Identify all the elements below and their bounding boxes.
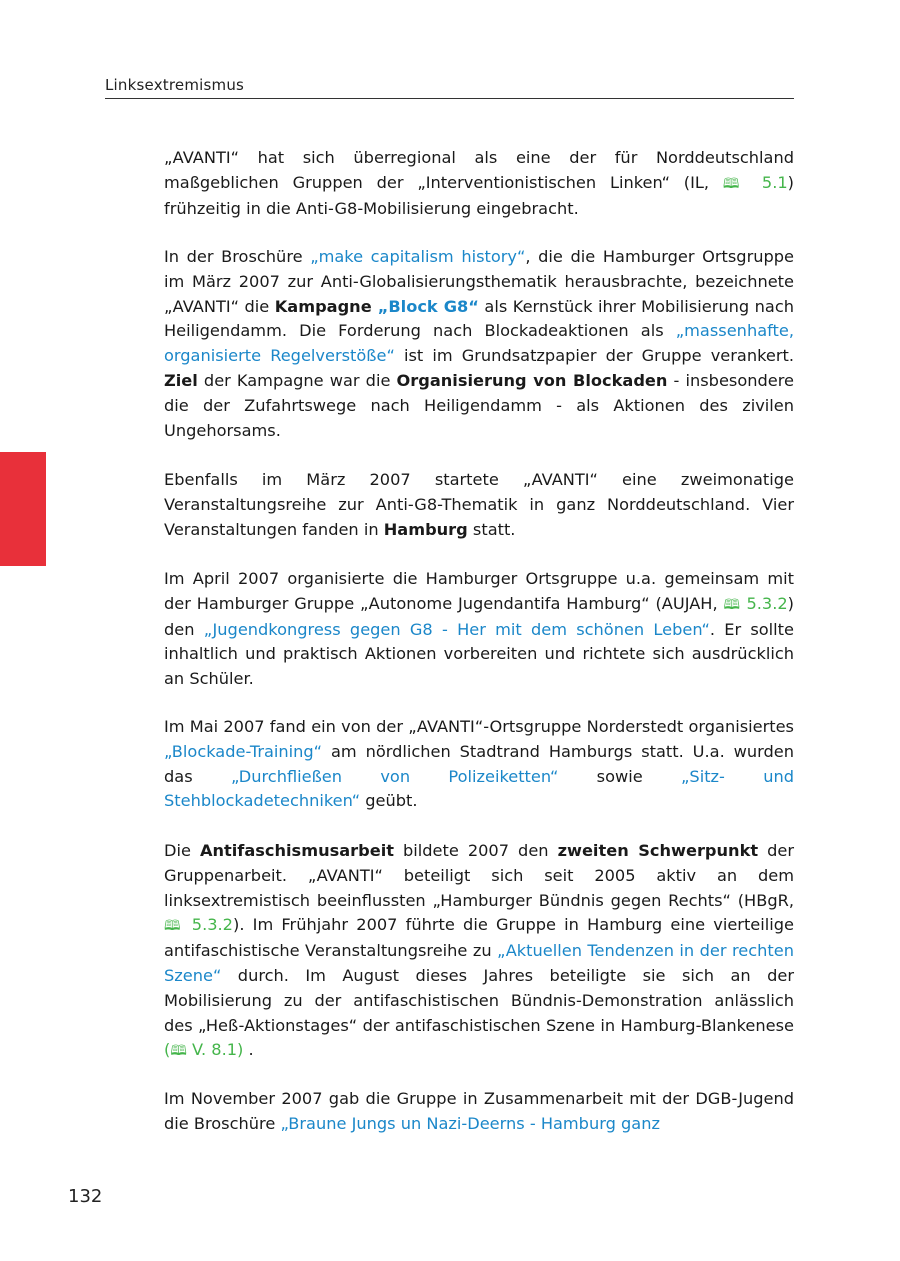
- inline-link-bold[interactable]: „Block G8“: [377, 296, 479, 316]
- text-run: der Gruppenarbeit. „AVANTI“ beteiligt sich seit 2005 aktiv an dem linksextremistisch beeinflussten „Hamburger Bündnis gegen Rechts“ (HBgR,: [164, 841, 794, 910]
- paragraph: [164, 146, 794, 221]
- text-run: ) den: [164, 593, 794, 639]
- bold-text: Organisierung von Blockaden: [396, 370, 668, 390]
- inline-link[interactable]: „Aktuellen Tendenzen in der rechten Szene“: [164, 941, 794, 985]
- text-run: am nördlichen Stadtrand Hamburgs statt. U.a. wurden das: [164, 741, 794, 786]
- text-run: In der Broschüre: [164, 247, 311, 266]
- text-run: ) frühzeitig in die Anti-G8-Mobilisierung eingebracht.: [164, 172, 794, 218]
- bold-text: Antifaschismusarbeit: [199, 841, 394, 860]
- cross-reference[interactable]: [723, 594, 787, 613]
- text-run: durch. Im August dieses Jahres beteiligte sie sich an der Mobilisierung zu der antifaschistischen Bündnis-Demonstration anlässlich des „Heß-Aktionstages“ der antifaschistischen Szene in Hamburg-Blankenese: [164, 965, 794, 1035]
- text-run: . Er sollte inhaltlich und praktisch Aktionen vorbereiten und richtete sich ausdrücklich an Schüler.: [164, 619, 794, 689]
- text-run: „AVANTI“ hat sich überregional als eine der für Norddeutschland maßgeblichen Gruppen der „Interventionistischen Linken“ (IL,: [164, 148, 794, 192]
- bold-text: Hamburg: [383, 519, 468, 539]
- inline-link[interactable]: „Sitz- und Stehblockadetechniken“: [164, 766, 794, 811]
- cross-reference-label: 5.3.2: [191, 915, 233, 935]
- paragraph: [164, 1087, 794, 1137]
- text-run: Im April 2007 organisierte die Hamburger Ortsgruppe u.a. gemeinsam mit der Hamburger Gruppe „Autonome Jugendantifa Hamburg“ (AUJAH,: [164, 569, 794, 613]
- open-book-icon: 🕮: [723, 596, 741, 613]
- inline-link[interactable]: „Durchfließen von Polizeiketten“: [230, 766, 559, 786]
- text-run: bildete 2007 den: [393, 841, 558, 860]
- text-run: sowie: [558, 766, 682, 786]
- running-head: Linksextremismus: [105, 76, 245, 94]
- text-run: als Kernstück ihrer Mobilisierung nach Heiligendamm. Die Forderung nach Blockadeaktionen als: [164, 296, 794, 341]
- inline-link[interactable]: „Blockade-Training“: [164, 741, 323, 761]
- text-run: geübt.: [360, 791, 418, 811]
- open-book-icon: 🕮: [164, 918, 184, 935]
- cross-reference-label: 5.1: [761, 172, 788, 192]
- inline-link[interactable]: „make capitalism history“: [310, 247, 526, 266]
- paragraph-text: [164, 1087, 794, 1137]
- paragraph-text: [164, 567, 794, 692]
- inline-link[interactable]: „Braune Jungs un Nazi-Deerns - Hamburg ganz: [280, 1113, 660, 1133]
- cross-reference[interactable]: [723, 173, 788, 192]
- bold-text: Ziel: [164, 370, 198, 390]
- inline-link[interactable]: „massenhafte, organisierte Regelverstöße“: [164, 321, 794, 366]
- text-run: Ebenfalls im März 2007 startete „AVANTI“ eine zweimonatige Veranstaltungsreihe zur Anti-G8-Thematik in ganz Norddeutschland. Vier Veranstaltungen fanden in: [164, 470, 794, 539]
- paragraph: [164, 839, 794, 1064]
- bold-text: Kampagne: [274, 296, 378, 316]
- paragraph: [164, 468, 794, 542]
- paragraph-text: [164, 715, 794, 814]
- text-run: , die die Hamburger Ortsgruppe im März 2007 zur Anti-Globalisierungsthematik herausbrachte, bezeichnete „AVANTI“ die: [164, 247, 794, 316]
- page-number: 132: [68, 1186, 103, 1207]
- header-rule: [105, 98, 794, 99]
- text-run: Die: [164, 841, 200, 860]
- cross-reference[interactable]: (🕮 V. 8.1): [164, 1040, 244, 1060]
- paragraph-text: [164, 468, 794, 542]
- cross-reference[interactable]: [164, 915, 233, 934]
- paragraph: [164, 715, 794, 814]
- text-run: statt.: [467, 519, 516, 539]
- paragraph: [164, 567, 794, 692]
- text-run: ). Im Frühjahr 2007 führte die Gruppe in Hamburg eine vierteilige antifaschistische Veranstaltungsreihe zu: [164, 915, 794, 961]
- text-run: .: [243, 1040, 254, 1060]
- open-book-icon: 🕮: [722, 175, 749, 192]
- text-run: Im November 2007 gab die Gruppe in Zusammenarbeit mit der DGB-Jugend die Broschüre: [164, 1089, 794, 1133]
- paragraph-text: [164, 839, 794, 1064]
- cross-reference-label: 5.3.2: [746, 593, 788, 613]
- text-run: der Kampagne war die: [197, 370, 397, 390]
- cross-reference-label: V. 8.1: [192, 1040, 238, 1060]
- paragraph-text: [164, 146, 794, 221]
- text-run: ist im Grundsatzpapier der Gruppe verankert.: [394, 346, 794, 366]
- bold-text: zweiten Schwerpunkt: [557, 841, 759, 860]
- text-run: Im Mai 2007 fand ein von der „AVANTI“-Ortsgruppe Norderstedt organisiertes: [164, 717, 794, 736]
- paragraph: [164, 245, 794, 443]
- paragraph-text: [164, 245, 794, 443]
- open-book-icon: 🕮: [170, 1043, 187, 1060]
- inline-link[interactable]: „Jugendkongress gegen G8 - Her mit dem schönen Leben“: [203, 619, 710, 639]
- section-tab-marker: [0, 452, 46, 566]
- text-run: - insbesondere die der Zufahrtswege nach Heiligendamm - als Aktionen des zivilen Ungehorsams.: [164, 370, 794, 440]
